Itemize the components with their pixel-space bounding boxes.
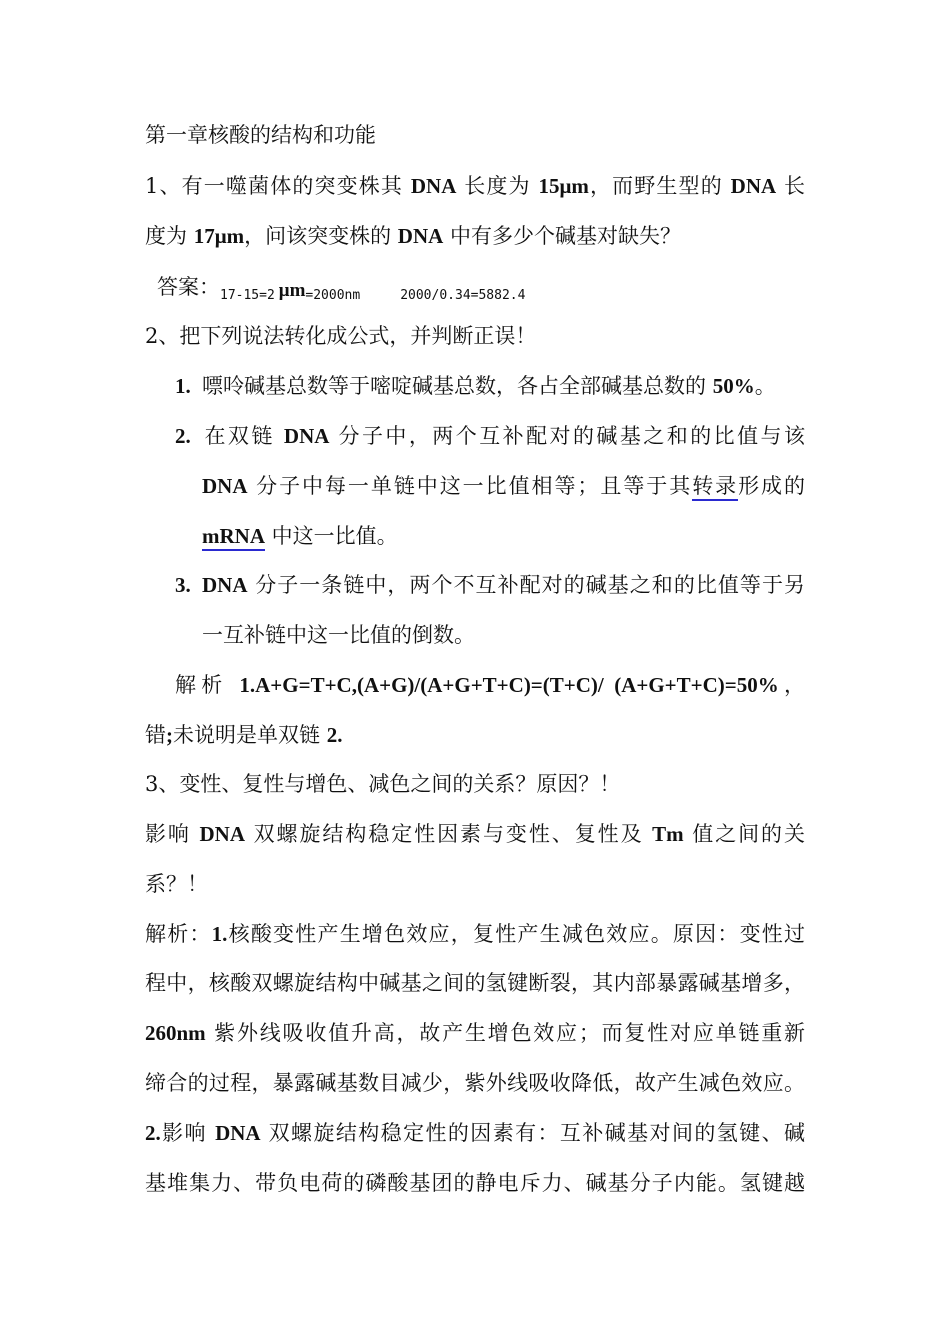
t: 1、有一噬菌体的突变株其 bbox=[145, 174, 411, 198]
q2-item-3-line-1 bbox=[175, 570, 805, 600]
answer-unit: μm bbox=[278, 280, 306, 301]
t: 分子中每一单链中这一比值相等；且等于其 bbox=[247, 474, 693, 498]
t: 260nm bbox=[145, 1021, 206, 1045]
answer-calc-2: =2000nm bbox=[305, 288, 361, 303]
t: 基堆集力、带负电荷的磷酸基团的静电斥力、碱基分子内能。氢键越 bbox=[145, 1171, 805, 1195]
t: DNA bbox=[202, 474, 248, 498]
t: 分子中，两个互补配对的碱基之和的比值与该 bbox=[329, 424, 805, 448]
t: 缔合的过程，暴露碱基数目减少，紫外线吸收降低，故产生减色效应。 bbox=[145, 1071, 805, 1095]
q2-item-2-line-2 bbox=[202, 471, 805, 501]
t: 影响 bbox=[145, 822, 200, 846]
t: ，问该突变株的 bbox=[244, 224, 398, 248]
t: DNA bbox=[730, 174, 777, 198]
t: 长 bbox=[776, 174, 805, 198]
t: 一互补链中这一比值的倒数。 bbox=[202, 623, 475, 647]
t: 1. bbox=[211, 922, 228, 946]
t: 程中，核酸双螺旋结构中碱基之间的氢键断裂，其内部暴露碱基增多， bbox=[145, 971, 805, 995]
answer-calc-3: 2000/0.34=5882.4 bbox=[400, 288, 526, 303]
t: Tm bbox=[652, 822, 684, 846]
answer-calc-1: 17-15=2 bbox=[220, 288, 275, 303]
t: 2. bbox=[326, 723, 343, 747]
q3-answer-line-4 bbox=[145, 1068, 805, 1098]
q3-sub-line-1 bbox=[145, 819, 805, 849]
formula: 1.A+G=T+C,(A+G)/(A+G+T+C)=(T+C)/ (A+G+T+C)=50% bbox=[239, 673, 779, 697]
q2-analysis-line-1 bbox=[175, 670, 805, 700]
t: 双螺旋结构稳定性因素与变性、复性及 bbox=[244, 822, 653, 846]
t: ，而野生型的 bbox=[588, 174, 731, 198]
t: 3、变性、复性与增色、减色之间的关系？原因？！ bbox=[145, 772, 621, 796]
q3-answer-line-5 bbox=[145, 1118, 805, 1148]
q1-line-2 bbox=[145, 221, 681, 251]
q1-line-1 bbox=[145, 171, 805, 201]
answer-label: 答案： bbox=[157, 275, 220, 299]
t: 15μm bbox=[538, 174, 589, 198]
chapter-title-text: 第一章核酸的结构和功能 bbox=[145, 123, 376, 147]
t: ， bbox=[778, 673, 805, 697]
t: 核酸变性产生增色效应，复性产生减色效应。原因：变性过 bbox=[227, 922, 806, 946]
t: 错 bbox=[145, 723, 166, 747]
chapter-title bbox=[145, 120, 376, 150]
q2-heading bbox=[145, 321, 536, 351]
item-number: 2. bbox=[175, 424, 191, 448]
t: 度为 bbox=[145, 224, 194, 248]
q3-answer-line-6 bbox=[145, 1168, 805, 1198]
t: 未说明是单双链 bbox=[173, 723, 327, 747]
t: DNA bbox=[199, 822, 245, 846]
t: 紫外线吸收值升高，故产生增色效应；而复性对应单链重新 bbox=[205, 1021, 805, 1045]
t: 分子一条链中，两个不互补配对的碱基之和的比值等于另 bbox=[247, 573, 805, 597]
q2-analysis-line-2 bbox=[145, 720, 342, 750]
t: 解析 bbox=[175, 673, 240, 697]
t: 50% bbox=[712, 374, 755, 398]
t: DNA bbox=[202, 573, 248, 597]
q2-item-2-line-3 bbox=[202, 521, 398, 551]
t: 2、把下列说法转化成公式，并判断正误！ bbox=[145, 324, 537, 348]
t: 在双链 bbox=[202, 424, 284, 448]
t: 双螺旋结构稳定性的因素有：互补碱基对间的氢键、碱 bbox=[260, 1121, 805, 1145]
q2-item-3-line-2 bbox=[202, 620, 475, 650]
q3-answer-line-3 bbox=[145, 1018, 805, 1048]
q3-sub-line-2 bbox=[145, 869, 208, 899]
t: 系？！ bbox=[145, 872, 208, 896]
t: 值之间的关 bbox=[683, 822, 805, 846]
t: 2. bbox=[145, 1121, 161, 1145]
t: 中有多少个碱基对缺失？ bbox=[443, 224, 681, 248]
t: ; bbox=[166, 723, 173, 747]
q2-item-1 bbox=[175, 371, 776, 401]
t: 影响 bbox=[160, 1121, 216, 1145]
t: 17μm bbox=[193, 224, 245, 248]
t: DNA bbox=[397, 224, 444, 248]
underlined-term: mRNA bbox=[202, 524, 265, 551]
t: DNA bbox=[410, 174, 457, 198]
item-number: 3. bbox=[175, 573, 191, 597]
t: 长度为 bbox=[456, 174, 539, 198]
t: DNA bbox=[283, 424, 330, 448]
underlined-term: 转录 bbox=[692, 474, 738, 501]
q3-heading bbox=[145, 769, 620, 799]
t: 解析： bbox=[145, 922, 212, 946]
q2-item-2-line-1 bbox=[175, 421, 805, 451]
t: 形成的 bbox=[738, 474, 805, 498]
q3-answer-line-2 bbox=[145, 968, 805, 998]
t: DNA bbox=[215, 1121, 261, 1145]
q1-answer bbox=[157, 272, 525, 311]
t: 。 bbox=[754, 374, 776, 398]
t: 中这一比值。 bbox=[265, 524, 398, 548]
item-number: 1. bbox=[175, 374, 191, 398]
q3-answer-line-1 bbox=[145, 919, 805, 949]
t: 嘌呤碱基总数等于嘧啶碱基总数，各占全部碱基总数的 bbox=[202, 374, 713, 398]
